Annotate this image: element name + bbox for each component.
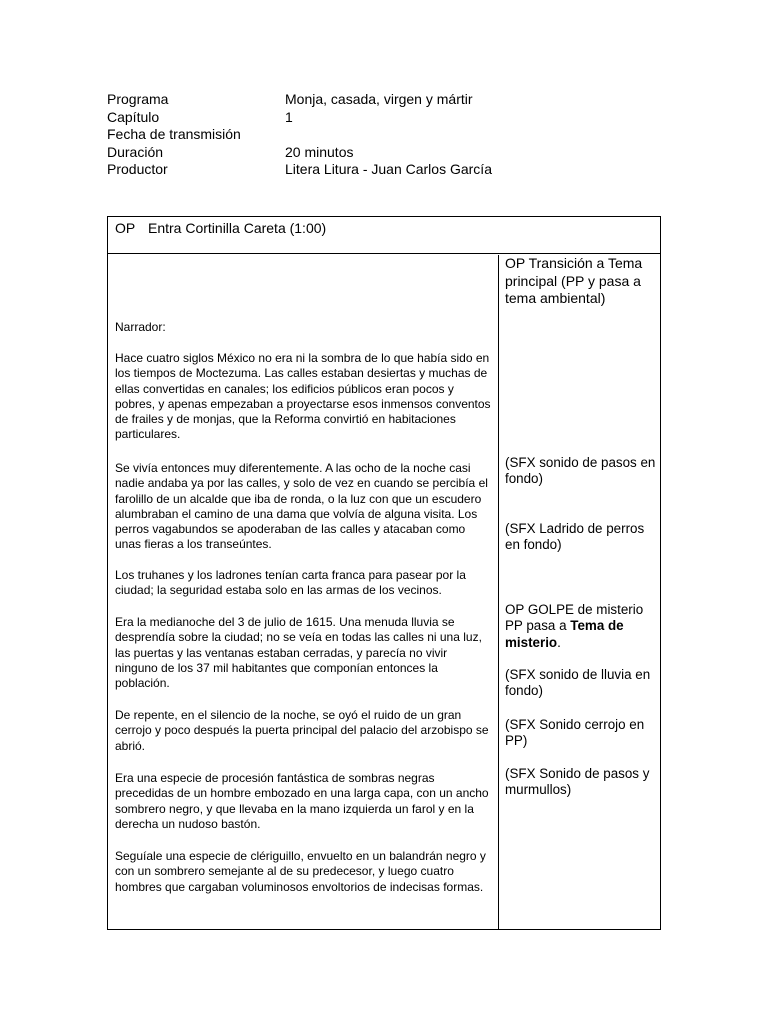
cue-item: OP Transición a Tema principal (PP y pasa a tema ambiental) xyxy=(505,255,643,306)
cue-item: (SFX Sonido cerrojo en PP) xyxy=(505,717,645,749)
narration-paragraph: Era una especie de procesión fantástica de sombras negras precedidas de un hombre embozado en una larga capa, con un ancho sombrero negro, y que llevaba en la mano izquierda un farol y en la derecha un nudoso bastón. xyxy=(115,771,489,831)
cue-item: (SFX sonido de lluvia en fondo) xyxy=(505,667,651,699)
narration-paragraph: Seguíale una especie de clériguillo, envuelto en un balandrán negro y con un sombrero semejante al de su predecesor, y luego cuatro hombres que cargaban voluminosos envoltorios de indecisas formas. xyxy=(115,849,486,894)
meta-label: Programa xyxy=(107,91,169,107)
meta-value xyxy=(285,126,492,144)
meta-label: Capítulo xyxy=(107,108,160,125)
opening-cue: Entra Cortinilla Careta (1:00) xyxy=(148,220,327,236)
program-metadata xyxy=(107,91,492,179)
cue-item: (SFX Sonido de pasos y murmullos) xyxy=(505,766,650,798)
meta-value: 20 minutos xyxy=(285,143,354,160)
narration-paragraph: Era la medianoche del 3 de julio de 1615. Una menuda lluvia se desprendía sobre la ciudad; no se veía en todas las calles ni una luz, las puertas y las ventanas estaban cerradas, y parecía no vivir ninguno de los 37 mil habitantes que componían entonces la población. xyxy=(115,615,482,691)
meta-row-broadcast-date xyxy=(107,126,492,144)
cue-item xyxy=(505,602,657,651)
narration-column xyxy=(108,255,499,929)
cues-column xyxy=(500,255,660,929)
meta-value: Monja, casada, virgen y mártir xyxy=(285,91,473,107)
narration-paragraph: De repente, en el silencio de la noche, se oyó el ruido de un gran cerrojo y poco después la puerta principal del palacio del arzobispo se abrió. xyxy=(115,708,489,753)
narration-paragraph: Los truhanes y los ladrones tenían carta franca para pasear por la ciudad; la seguridad estaba solo en las armas de los vecinos. xyxy=(115,568,466,598)
meta-row-duration xyxy=(107,144,492,162)
cue-item: (SFX Ladrido de perros en fondo) xyxy=(505,521,645,553)
cue-item: (SFX sonido de pasos en fondo) xyxy=(505,455,656,487)
meta-label: Productor xyxy=(107,161,168,178)
meta-value: Litera Litura - Juan Carlos García xyxy=(285,161,492,178)
narration-paragraph: Se vivía entonces muy diferentemente. A las ocho de la noche casi nadie andaba ya por las calles, y solo de vez en cuando se percibía el farolillo de un alcalde que iba de ronda, o la luz con que un escudero alumbraban el camino de una dama que volvía de alguna visita. Los perros vagabundos se apoderaban de las calles y atacaban como unas fieras a los transeúntes. xyxy=(115,461,488,552)
meta-row-producer xyxy=(107,161,492,179)
meta-row-chapter xyxy=(107,109,492,127)
cue-text: OP GOLPE de misterio PP pasa a xyxy=(505,602,644,634)
cue-text-after: . xyxy=(557,634,561,650)
meta-label: Duración xyxy=(107,143,164,160)
meta-label: Fecha de transmisión xyxy=(107,126,241,143)
opening-op-label: OP xyxy=(115,220,136,236)
narration-paragraph: Hace cuatro siglos México no era ni la sombra de lo que había sido en los tiempos de Moctezuma. Las calles estaban desiertas y muchas de ellas convertidas en canales; los edificios públicos eran pocos y pobres, y apenas empezaban a proyectarse esos inmensos conventos de frailes y de monjas, que la Reforma convirtió en habitaciones particulares. xyxy=(115,351,491,442)
cue-bold-text: Tema de misterio xyxy=(505,618,624,650)
opening-row xyxy=(108,217,660,254)
meta-row-program xyxy=(107,91,492,109)
narrator-label: Narrador: xyxy=(115,320,166,334)
script-table xyxy=(107,216,661,930)
meta-value: 1 xyxy=(285,108,293,125)
